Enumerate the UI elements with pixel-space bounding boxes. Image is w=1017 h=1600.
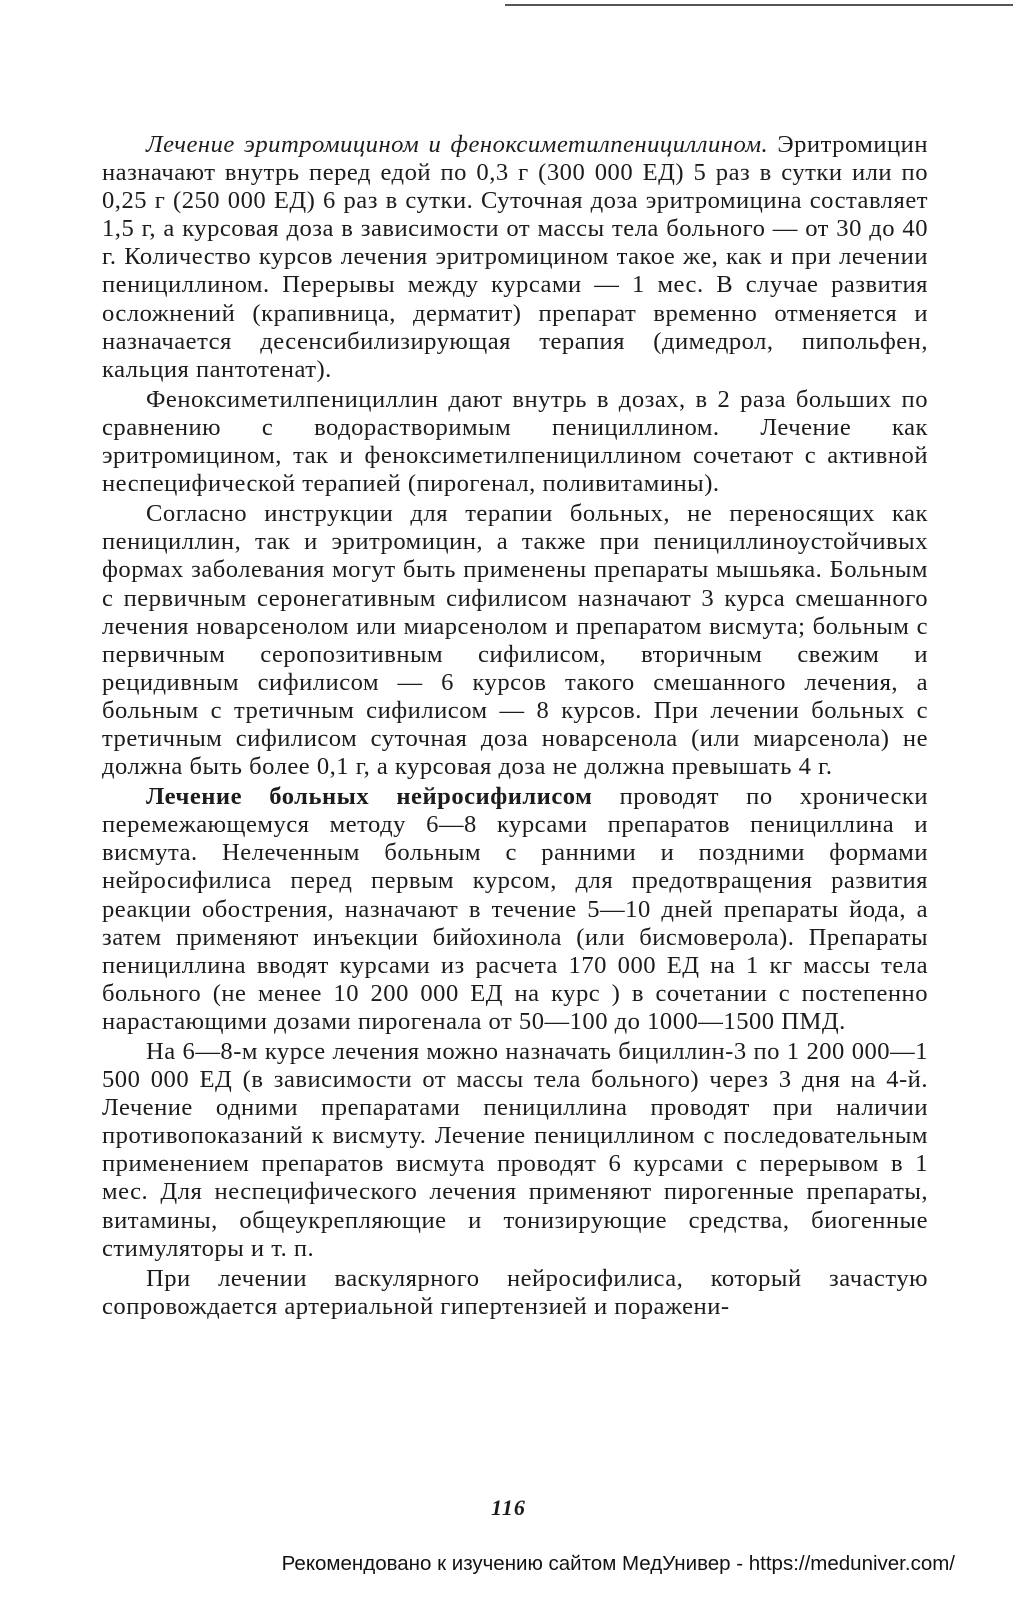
paragraph-text: Согласно инструкции для терапии больных, не переносящих как пенициллин, так и эритромицин, а также при пенициллиноустойчивых формах заболевания могут быть применены препараты мышьяка. Больным с первичным серонегативным сифилисом назначают 3 курса смешанного лечения новарсенолом или миарсенолом и препаратом висмута; больным с первичным серопозитивным сифилисом, вторичным свежим и рецидивным сифилисом — 6 курсов такого смешанного лечения, а больным с третичным сифилисом — 8 курсов. При лечении больных с третичным сифилисом суточная доза новарсенола (или миарсенола) не должна быть более 0,1 г, а курсовая доза не должна превышать 4 г. [102, 500, 928, 781]
paragraph-text: Эритромицин назначают внутрь перед едой по 0,3 г (300 000 ЕД) 5 раз в сутки или по 0,25 г (250 000 ЕД) 6 раз в сутки. Суточная доза эритромицина составляет 1,5 г, а курсовая доза в зависимости от массы тела больного — от 30 до 40 г. Количество курсов лечения эритромицином такое же, как и при лечении пенициллином. Перерывы между курсами — 1 мес. В случае развития осложнений (крапивница, дерматит) препарат временно отменяется и назначается десенсибилизирующая терапия (димедрол, пипольфен, кальция пантотенат). [102, 131, 928, 383]
paragraph-vascular-neurosyphilis [102, 1265, 928, 1321]
paragraph-text: проводят по хронически перемежающемуся методу 6—8 курсами препаратов пенициллина и висмута. Нелеченным больным с ранними и поздними формами нейросифилиса перед первым курсом, для предотвращения развития реакции обострения, назначают в течение 5—10 дней препараты йода, а затем применяют инъекции бийохинола (или бисмоверола). Препараты пенициллина вводят курсами из расчета 170 000 ЕД на 1 кг массы тела больного (не менее 10 200 000 ЕД на курс ) в сочетании с постепенно нарастающими дозами пирогенала от 50—100 до 1000—1500 ПМД. [102, 783, 929, 1035]
page-number: 116 [491, 1495, 526, 1520]
paragraph-heading-bold: Лечение больных нейросифилисом [146, 783, 593, 811]
paragraph-phenoxymethylpenicillin [102, 386, 928, 498]
paragraph-bicillin [102, 1038, 928, 1263]
paragraph-erythromycin [102, 131, 928, 384]
paragraph-arsenic-preparations [102, 500, 928, 781]
paragraph-text: Феноксиметилпенициллин дают внутрь в дозах, в 2 раза больших по сравнению с водорастворимым пенициллином. Лечение как эритромицином, так и феноксиметилпенициллином сочетают с активной неспецифической терапией (пирогенал, поливитамины). [102, 385, 928, 498]
top-rule [505, 4, 1013, 6]
paragraph-heading-italic: Лечение эритромицином и феноксиметилпенициллином. [146, 131, 769, 158]
page-body [102, 131, 928, 1321]
paragraph-neurosyphilis [102, 783, 928, 1036]
paragraph-text: При лечении васкулярного нейросифилиса, который зачастую сопровождается артериальной гипертензией и поражени- [102, 1264, 928, 1320]
paragraph-text: На 6—8-м курсе лечения можно назначать бициллин-3 по 1 200 000—1 500 000 ЕД (в зависимости от массы тела больного) через 3 дня на 4-й. Лечение одними препаратами пенициллина проводят при наличии противопоказаний к висмуту. Лечение пенициллином с последовательным применением препаратов висмута проводят 6 курсами с перерывом в 1 мес. Для неспецифического лечения применяют пирогенные препараты, витамины, общеукрепляющие и тонизирующие средства, биогенные стимуляторы и т. п. [102, 1038, 928, 1262]
site-footer: Рекомендовано к изучению сайтом МедУнивер - https://meduniver.com/ [281, 1552, 955, 1575]
